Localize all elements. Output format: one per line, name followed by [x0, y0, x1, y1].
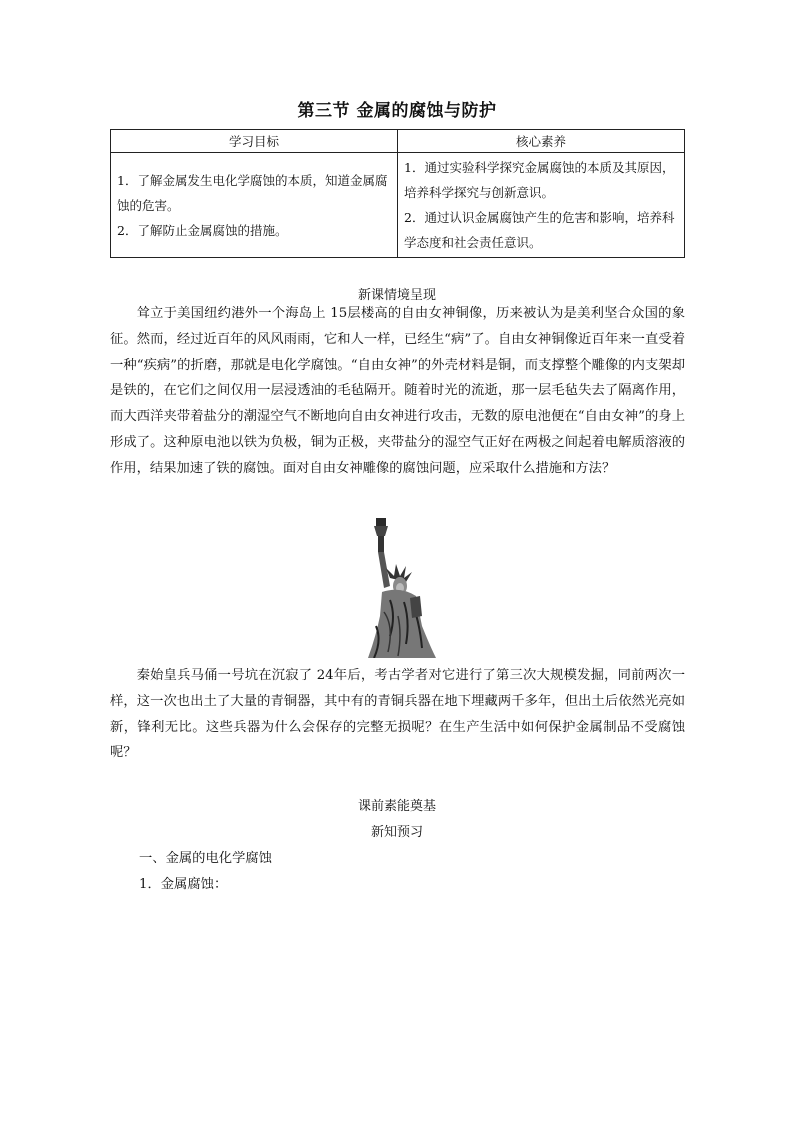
learning-goal-1: 1．了解金属发生电化学腐蚀的本质，知道金属腐蚀的危害。	[117, 172, 388, 213]
header-core-literacy: 核心素养	[398, 130, 685, 153]
core-literacy-1: 1．通过实验科学探究金属腐蚀的本质及其原因，培养科学探究与创新意识。	[404, 160, 675, 200]
learning-goals-cell	[111, 153, 398, 258]
section-heading-scenario: 新课情境呈现	[357, 288, 436, 303]
core-literacy-cell	[398, 153, 685, 258]
paragraph-statue-of-liberty: 耸立于美国纽约港外一个海岛上 15层楼高的自由女神铜像，历来被认为是美利坚合众国的象征。然而，经过近百年的风风雨雨，它和人一样，已经生“病”了。自由女神铜像近百年来一直受着一种“疾病”的折磨，那就是电化学腐蚀。“自由女神”的外壳材料是铜，而支撑整个雕像的内支架却是铁的，在它们之间仅用一层浸透油的毛毡隔开。随着时光的流逝，那一层毛毡失去了隔离作用，而大西洋夹带着盐分的潮湿空气不断地向自由女神进行攻击，无数的原电池便在“自由女神”的身上形成了。这种原电池以铁为负极，铜为正极，夹带盐分的湿空气正好在两极之间起着电解质溶液的作用，结果加速了铁的腐蚀。面对自由女神雕像的腐蚀问题，应采取什么措施和方法？	[110, 306, 685, 476]
heading-metal-corrosion: 1．金属腐蚀：	[139, 877, 228, 892]
statue-of-liberty-image	[360, 516, 440, 658]
core-literacy-2: 2．通过认识金属腐蚀产生的危害和影响，培养科学态度和社会责任意识。	[404, 210, 675, 250]
page-title: 第三节 金属的腐蚀与防护	[297, 101, 497, 121]
table-row	[111, 153, 685, 258]
header-learning-goals: 学习目标	[111, 130, 398, 153]
learning-goal-2: 2．了解防止金属腐蚀的措施。	[117, 222, 288, 238]
section-heading-preview: 新知预习	[370, 825, 423, 840]
section-heading-preclass: 课前素能奠基	[357, 799, 436, 814]
heading-electrochemical-corrosion: 一、金属的电化学腐蚀	[139, 851, 272, 866]
table-header-row	[111, 130, 685, 153]
paragraph-terracotta-army: 秦始皇兵马俑一号坑在沉寂了 24年后，考古学者对它进行了第三次大规模发掘，同前两次一样，这一次也出土了大量的青铜器，其中有的青铜兵器在地下埋藏两千多年，但出土后依然光亮如新，锋利无比。这些兵器为什么会保存的完整无损呢？在生产生活中如何保护金属制品不受腐蚀呢？	[110, 668, 685, 761]
goals-table	[110, 129, 685, 258]
